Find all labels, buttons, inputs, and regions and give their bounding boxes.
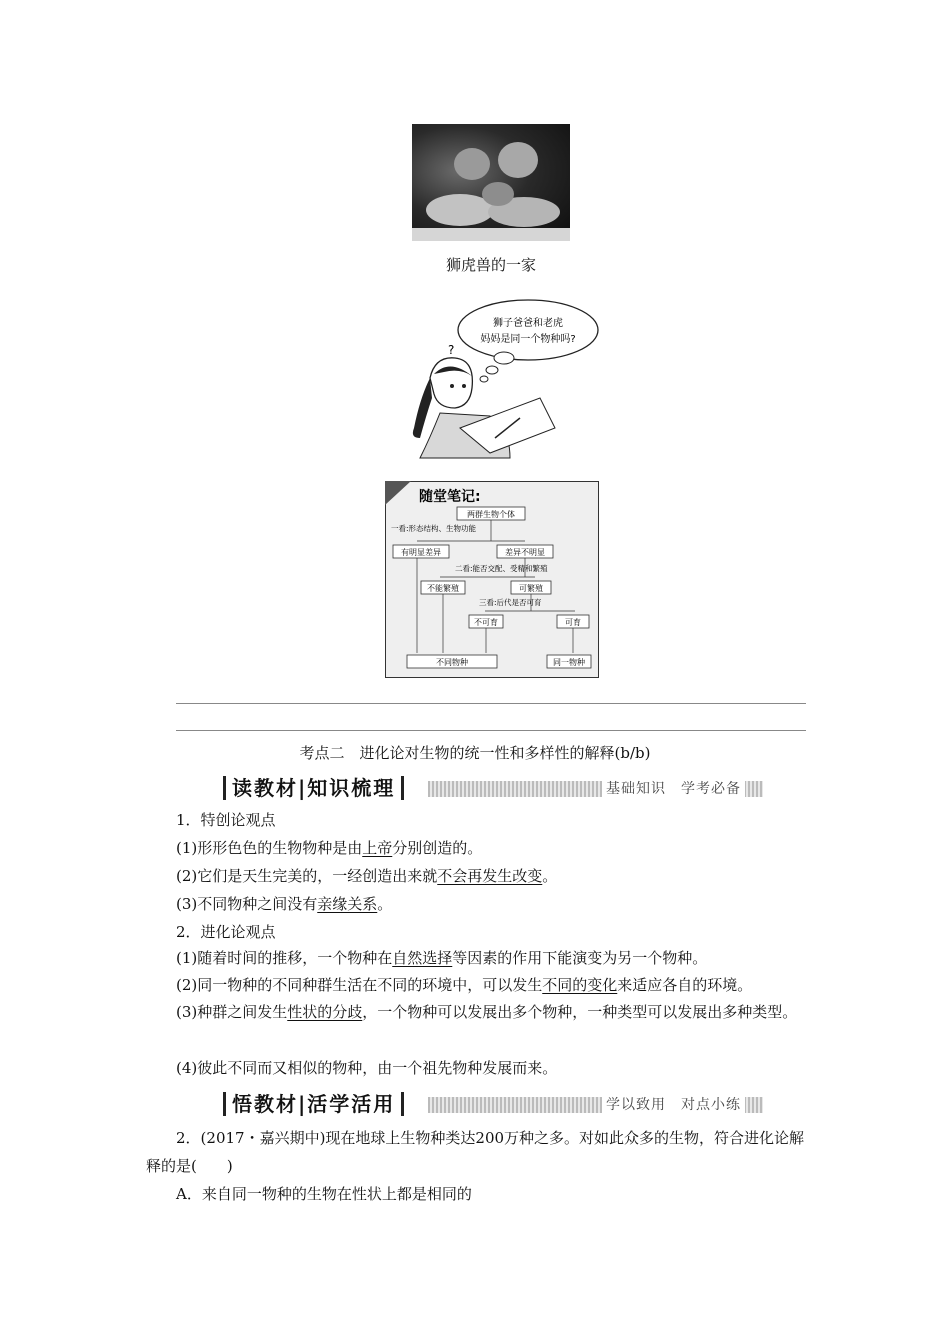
notes-not-obvious: 差异不明显 <box>505 548 545 557</box>
banner-title: 悟教材|活学活用 <box>223 1092 404 1116</box>
sec2-point-1: (1)随着时间的推移，一个物种在自然选择等因素的作用下能演变为另一个物种。 <box>176 949 708 967</box>
sec2-point-3: (3)种群之间发生性状的分歧，一个物种可以发展出多个物种，一种类型可以发展出多种类型。 <box>176 1003 798 1021</box>
sec2-point-2: (2)同一物种的不同种群生活在不同的环境中，可以发生不同的变化来适应各自的环境。 <box>176 976 753 994</box>
notes-infertile: 不可育 <box>474 618 498 627</box>
sec1-title: 1．特创论观点 <box>176 811 276 829</box>
sec2-title: 2．进化论观点 <box>176 923 276 941</box>
photo-caption: 狮虎兽的一家 <box>445 256 536 274</box>
notes-step2: 二看:能否交配、受精和繁殖 <box>455 564 548 573</box>
banner-subtitle: 基础知识 学考必备 <box>602 778 745 798</box>
banner-knowledge <box>223 776 763 800</box>
notes-root: 两群生物个体 <box>467 510 515 519</box>
thought-line-1: 狮子爸爸和老虎 <box>493 318 563 329</box>
question-option-a: A．来自同一物种的生物在性状上都是相同的 <box>176 1185 472 1203</box>
blank-answer: 性状的分歧 <box>287 1003 363 1021</box>
section-heading: 考点二 进化论对生物的统一性和多样性的解释(b/b) <box>299 744 651 762</box>
sec1-point-1: (1)形形色色的生物物种是由上帝分别创造的。 <box>176 839 483 857</box>
girl-thinking-illustration <box>400 288 600 463</box>
class-notes-flowchart <box>385 481 599 678</box>
banner-practice <box>223 1092 763 1116</box>
blank-answer: 上帝 <box>362 839 393 857</box>
blank-answer: 自然选择 <box>392 949 453 967</box>
notes-different-species: 不同物种 <box>436 658 468 667</box>
notes-same-species: 同一物种 <box>553 658 585 667</box>
blank-line-2 <box>176 730 806 731</box>
sec1-point-2: (2)它们是天生完美的，一经创造出来就不会再发生改变。 <box>176 867 558 885</box>
notes-fertile: 可育 <box>565 618 581 627</box>
blank-answer: 不同的变化 <box>542 976 618 994</box>
notes-title: 随堂笔记: <box>419 489 481 505</box>
question-stem: 2．(2017・嘉兴期中)现在地球上生物种类达200万种之多。对如此众多的生物，符合进化论解释的是( ) <box>146 1129 805 1175</box>
blank-answer: 亲缘关系 <box>317 895 378 913</box>
svg-text:?: ? <box>448 343 455 357</box>
blank-answer: 不会再发生改变 <box>437 867 543 885</box>
sec1-point-3: (3)不同物种之间没有亲缘关系。 <box>176 895 393 913</box>
notes-step3: 三看:后代是否可育 <box>479 598 542 607</box>
thought-line-2: 妈妈是同一个物种吗? <box>480 334 576 345</box>
banner-subtitle: 学以致用 对点小练 <box>602 1094 745 1114</box>
notes-obvious: 有明显差异 <box>401 548 441 557</box>
liger-family-photo <box>412 124 570 241</box>
sec2-point-4: (4)彼此不同而又相似的物种，由一个祖先物种发展而来。 <box>176 1059 558 1077</box>
blank-line-1 <box>176 703 806 704</box>
notes-step1: 一看:形态结构、生物功能 <box>391 524 477 533</box>
notes-cannot: 不能繁殖 <box>427 584 459 593</box>
notes-can: 可繁殖 <box>519 584 543 593</box>
banner-title: 读教材|知识梳理 <box>223 776 404 800</box>
